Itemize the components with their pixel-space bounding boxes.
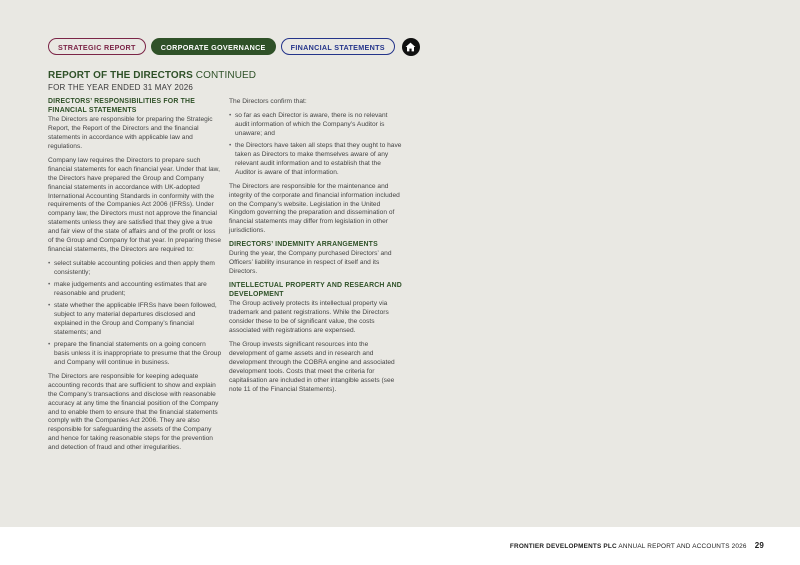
- title-suffix: CONTINUED: [192, 70, 257, 81]
- list-item: • state whether the applicable IFRSs have been followed, subject to any material departures disclosed and explained in the Group and Company’s financial statements; and: [48, 302, 222, 338]
- right-column: [229, 98, 403, 400]
- page-subtitle: FOR THE YEAR ENDED 31 MAY 2026: [48, 83, 194, 92]
- page-number: 29: [754, 541, 764, 550]
- section-heading-ip: INTELLECTUAL PROPERTY AND RESEARCH AND DEVELOPMENT: [229, 282, 402, 299]
- footer-company: FRONTIER DEVELOPMENTS PLC: [509, 543, 617, 550]
- list-item: • prepare the financial statements on a going concern basis unless it is inappropriate to presume that the Group and Company will continue in business.: [48, 341, 222, 368]
- list-item: • select suitable accounting policies and then apply them consistently;: [48, 260, 222, 278]
- left-column: [48, 98, 222, 458]
- paragraph: Company law requires the Directors to prepare such financial statements for each financial year. Under that law, the Directors have prepared the Group and Company financial statements in accordance with UK-adopted International Accounting Standards in conformity with the requirements of the Companies Act 2006 (IFRSs). Under company law, the Directors must not approve the financial statements unless they are satisfied that they give a true and fair view of the state of affairs and of the profit or loss of the Group and Company for that year. In preparing these financial statements, the Directors are required to:: [48, 156, 222, 254]
- paragraph: The Group invests significant resources into the development of game assets and in research and development through the COBRA engine and associated development tools. Costs that meet the criteria for capitalisation are included in other intangible assets (see note 11 of the Financial Statements).: [229, 340, 395, 393]
- list-item: • make judgements and accounting estimates that are reasonable and prudent;: [48, 281, 222, 299]
- requirements-list: [48, 260, 222, 367]
- paragraph: The Directors confirm that:: [229, 98, 307, 105]
- section-heading-indemnity: DIRECTORS’ INDEMNITY ARRANGEMENTS: [229, 241, 378, 249]
- paragraph: The Directors are responsible for keeping adequate accounting records that are sufficient to show and explain the Company’s transactions and disclose with reasonable accuracy at any time the financial position of the Company and to enable them to ensure that the financial statements comply with the Companies Act 2006. They are also responsible for safeguarding the assets of the Company and hence for taking reasonable steps for the prevention and detection of fraud and other irregularities.: [48, 372, 219, 452]
- list-item: • so far as each Director is aware, there is no relevant audit information of which the Company’s Auditor is unaware; and: [229, 112, 403, 139]
- paragraph: The Group actively protects its intellectual property via trademark and patent registrations. While the Directors consider these to be of significant value, the costs associated with registrations are expensed.: [229, 300, 389, 334]
- footer-report: ANNUAL REPORT AND ACCOUNTS 2026: [616, 543, 747, 550]
- home-button[interactable]: [402, 38, 420, 56]
- confirmation-list: [229, 112, 403, 178]
- footer-text: [510, 541, 764, 550]
- list-item: • the Directors have taken all steps that they ought to have taken as Directors to make themselves aware of any relevant audit information and to establish that the Auditor is aware of that information.: [229, 142, 403, 178]
- home-icon: [405, 42, 416, 52]
- tab-strategic-report[interactable]: STRATEGIC REPORT: [48, 38, 146, 55]
- section-heading-responsibilities: DIRECTORS’ RESPONSIBILITIES FOR THE FINANCIAL STATEMENTS: [48, 98, 195, 114]
- paragraph: The Directors are responsible for preparing the Strategic Report, the Report of the Directors and the financial statements in accordance with applicable law and regulations.: [48, 115, 213, 150]
- tab-financial-statements[interactable]: FINANCIAL STATEMENTS: [281, 38, 395, 55]
- paragraph: The Directors are responsible for the maintenance and integrity of the corporate and financial information included on the Company’s website. Legislation in the United Kingdom governing the preparation and dissemination of financial statements may differ from legislation in other jurisdictions.: [229, 182, 400, 235]
- tab-corporate-governance[interactable]: CORPORATE GOVERNANCE: [151, 38, 276, 55]
- page-footer: [0, 527, 800, 565]
- page-title: [48, 70, 256, 81]
- paragraph: During the year, the Company purchased Directors’ and Officers’ liability insurance in respect of itself and its Directors.: [229, 250, 392, 276]
- title-main: REPORT OF THE DIRECTORS: [48, 70, 193, 81]
- section-nav: [48, 37, 420, 56]
- page-heading: [48, 70, 256, 92]
